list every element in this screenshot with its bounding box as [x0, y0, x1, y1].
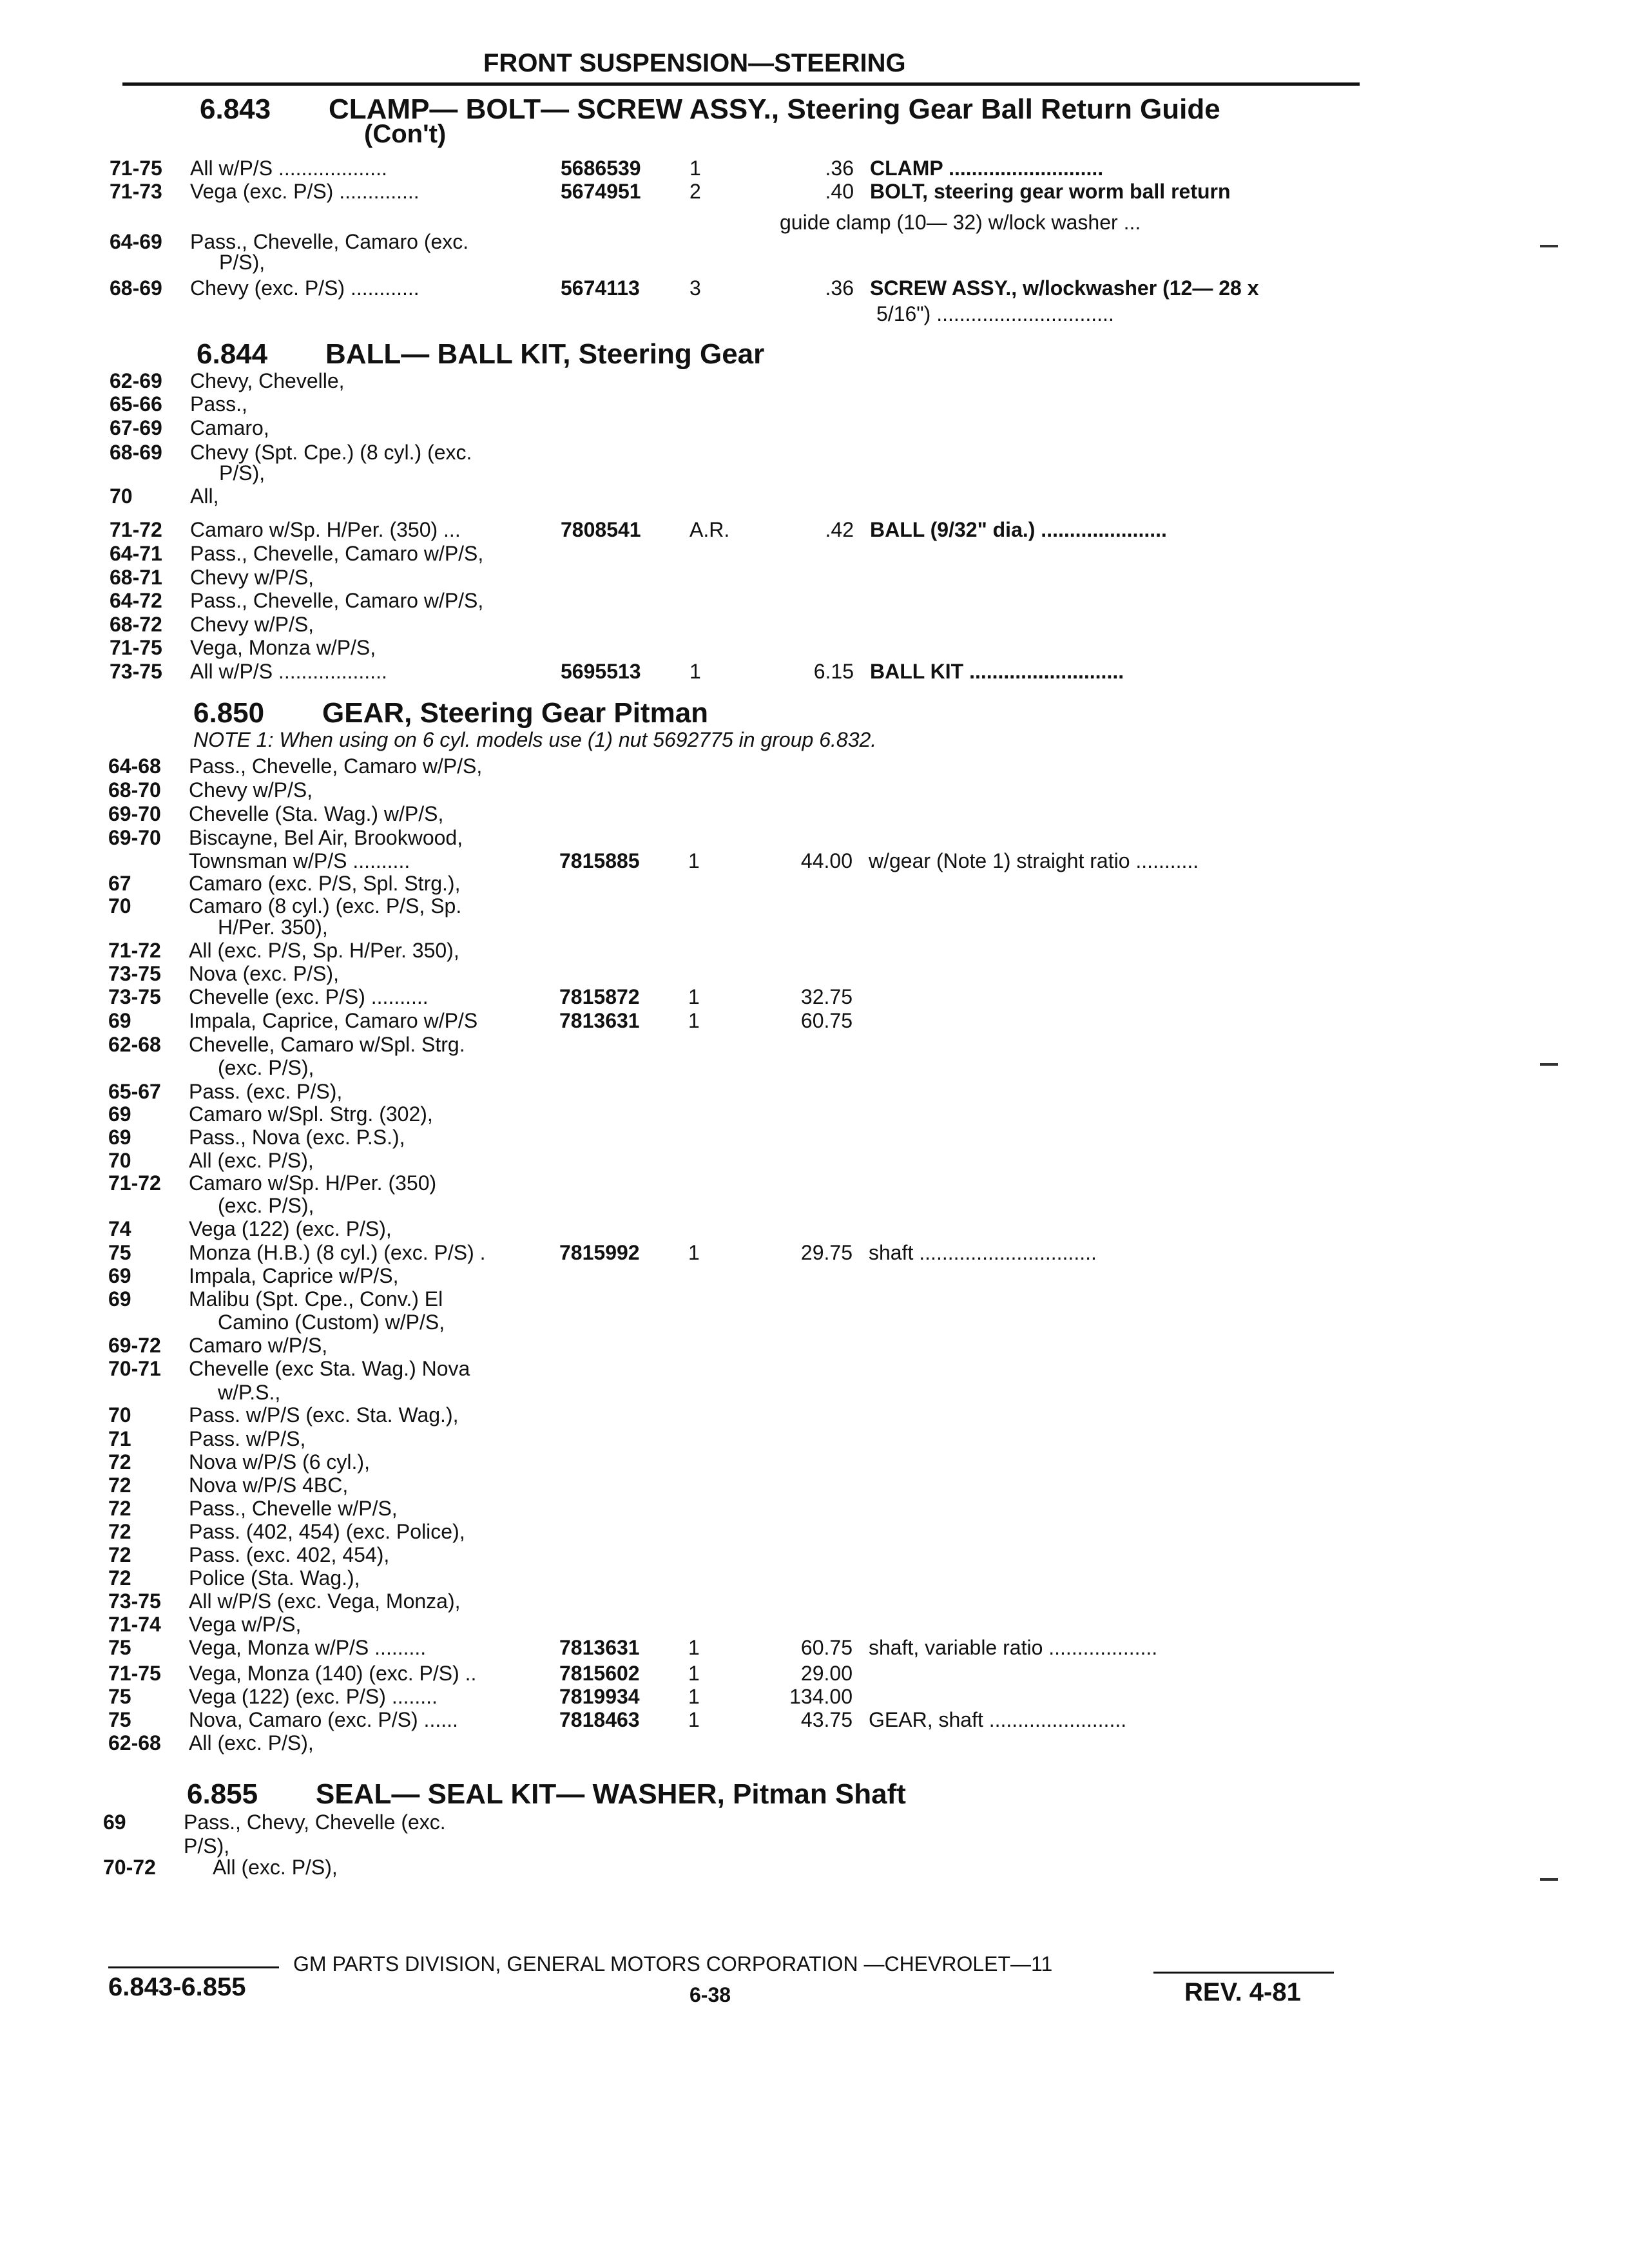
price: .40 — [825, 180, 854, 203]
table-row — [110, 541, 1373, 566]
model-text: H/Per. 350), — [218, 916, 328, 939]
year-range: 69 — [108, 1264, 131, 1287]
price: 60.75 — [800, 1009, 853, 1032]
year-range: 75 — [108, 1241, 131, 1264]
table-row — [108, 1055, 1371, 1080]
model-text: Camaro, — [190, 416, 269, 439]
price: 6.15 — [813, 660, 854, 683]
price: .36 — [825, 157, 854, 180]
model-text: All w/P/S (exc. Vega, Monza), — [189, 1590, 461, 1613]
year-range: 69 — [103, 1811, 126, 1834]
year-range: 74 — [108, 1217, 131, 1240]
section-number: 6.850 — [193, 697, 265, 729]
model-text: Camaro w/Sp. H/Per. (350) — [189, 1171, 437, 1195]
year-range: 67 — [108, 872, 131, 895]
part-number: 7818463 — [559, 1708, 640, 1731]
model-text: Chevelle (Sta. Wag.) w/P/S, — [189, 802, 444, 825]
section-6-855 — [187, 1778, 906, 1811]
table-row — [110, 565, 1373, 590]
table-row — [108, 1519, 1371, 1544]
section-title: BALL— BALL KIT, Steering Gear — [325, 338, 765, 370]
model-text: Monza (H.B.) (8 cyl.) (exc. P/S) . — [189, 1241, 486, 1264]
table-row — [110, 484, 1373, 508]
table-row — [108, 1566, 1371, 1590]
model-text: Vega, Monza w/P/S, — [190, 636, 376, 659]
quantity: 1 — [688, 1241, 700, 1264]
year-range: 71-72 — [108, 1171, 161, 1195]
year-range: 72 — [108, 1520, 131, 1543]
year-range: 68-72 — [110, 613, 162, 636]
model-text: Pass. w/P/S (exc. Sta. Wag.), — [189, 1403, 459, 1427]
model-text: Pass., Chevelle, Camaro w/P/S, — [189, 754, 483, 778]
year-range: 68-70 — [108, 778, 161, 802]
section-number: 6.844 — [197, 338, 268, 370]
part-number: 7808541 — [561, 518, 641, 541]
table-row — [108, 849, 1371, 873]
model-text: Pass., Chevelle, Camaro (exc. — [190, 230, 469, 253]
model-text: Camaro (exc. P/S, Spl. Strg.), — [189, 872, 461, 895]
table-row — [108, 1403, 1371, 1427]
year-range: 70-71 — [108, 1357, 161, 1380]
model-text: P/S), — [219, 251, 265, 274]
model-text: All, — [190, 485, 219, 508]
year-range: 75 — [108, 1708, 131, 1731]
footer-rev: REV. 4-81 — [1184, 1978, 1301, 2006]
model-text: Nova w/P/S 4BC, — [189, 1474, 349, 1497]
table-row — [110, 156, 1373, 180]
model-text: Vega w/P/S, — [189, 1613, 302, 1636]
table-row — [110, 612, 1373, 637]
section-title: GEAR, Steering Gear Pitman — [322, 697, 709, 729]
section-number: 6.855 — [187, 1778, 258, 1810]
year-range: 71-72 — [108, 939, 161, 962]
table-row — [108, 915, 1371, 939]
model-text: Pass., Chevelle, Camaro w/P/S, — [190, 589, 484, 612]
part-number: 5686539 — [561, 157, 641, 180]
year-range: 70 — [108, 894, 131, 918]
year-range: 71-74 — [108, 1613, 161, 1636]
year-range: 70 — [110, 485, 133, 508]
table-row — [110, 392, 1373, 416]
model-text: Pass., Chevelle w/P/S, — [189, 1497, 398, 1520]
table-row — [110, 276, 1373, 300]
model-text: Nova, Camaro (exc. P/S) ...... — [189, 1708, 458, 1731]
model-text: All (exc. P/S), — [189, 1731, 314, 1754]
table-row — [108, 1473, 1371, 1497]
quantity: 1 — [688, 1636, 700, 1659]
table-row — [108, 1079, 1371, 1104]
footer-range: 6.843-6.855 — [108, 1973, 246, 2001]
footer-rule-right — [1153, 1972, 1334, 1974]
part-number: 7813631 — [559, 1636, 640, 1659]
model-text: Nova (exc. P/S), — [189, 962, 339, 985]
model-text: Chevy w/P/S, — [189, 778, 313, 802]
section-6-843 — [200, 93, 1220, 126]
quantity: 1 — [689, 660, 701, 683]
table-row — [110, 659, 1373, 684]
table-row — [108, 1542, 1371, 1567]
price: 134.00 — [789, 1685, 853, 1708]
quantity: 1 — [688, 1009, 700, 1032]
price: 32.75 — [800, 985, 853, 1008]
year-range: 75 — [108, 1636, 131, 1659]
price: 44.00 — [800, 849, 853, 872]
year-range: 64-68 — [108, 754, 161, 778]
table-row — [108, 1427, 1371, 1451]
year-range: 69-70 — [108, 826, 161, 849]
price: 43.75 — [800, 1708, 853, 1731]
year-range: 71 — [108, 1427, 131, 1450]
table-row — [108, 985, 1371, 1009]
year-range: 71-75 — [110, 636, 162, 659]
model-text: Vega (exc. P/S) .............. — [190, 180, 419, 203]
part-number: 7815992 — [559, 1241, 640, 1264]
model-text: Vega (122) (exc. P/S), — [189, 1217, 392, 1240]
model-text: All (exc. P/S), — [213, 1856, 338, 1879]
description: guide clamp (10— 32) w/lock washer ... — [780, 211, 1141, 234]
table-row — [108, 1216, 1371, 1241]
table-row — [110, 635, 1373, 660]
model-text: Vega (122) (exc. P/S) ........ — [189, 1685, 438, 1708]
model-text: Chevy (Spt. Cpe.) (8 cyl.) (exc. — [190, 441, 472, 464]
table-row — [103, 1855, 1366, 1879]
table-row — [108, 1287, 1371, 1311]
table-row — [108, 1102, 1371, 1126]
footer-rule-left — [108, 1966, 279, 1968]
note-1: NOTE 1: When using on 6 cyl. models use (1) nut 5692775 in group 6.832. — [193, 728, 877, 751]
part-number: 7813631 — [559, 1009, 640, 1032]
year-range: 72 — [108, 1497, 131, 1520]
year-range: 72 — [108, 1543, 131, 1566]
year-range: 73-75 — [108, 985, 161, 1008]
year-range: 68-71 — [110, 566, 162, 589]
year-range: 69-72 — [108, 1334, 161, 1357]
model-text: (exc. P/S), — [218, 1056, 314, 1079]
margin-mark — [1540, 1878, 1558, 1881]
description: SCREW ASSY., w/lockwasher (12— 28 x — [870, 276, 1259, 300]
model-text: Pass., Nova (exc. P.S.), — [189, 1126, 405, 1149]
year-range: 69 — [108, 1287, 131, 1311]
model-text: Pass. (exc. 402, 454), — [189, 1543, 390, 1566]
year-range: 69-70 — [108, 802, 161, 825]
table-row — [108, 1193, 1371, 1218]
year-range: 72 — [108, 1474, 131, 1497]
model-text: Chevy (exc. P/S) ............ — [190, 276, 419, 300]
table-row — [108, 802, 1371, 826]
quantity: 3 — [689, 276, 701, 300]
year-range: 69 — [108, 1102, 131, 1126]
part-number: 7815885 — [559, 849, 640, 872]
model-text: Chevy, Chevelle, — [190, 369, 345, 392]
table-row — [108, 1148, 1371, 1173]
part-number: 5674113 — [561, 276, 640, 300]
year-range: 70 — [108, 1149, 131, 1172]
model-text: (exc. P/S), — [218, 1194, 314, 1217]
year-range: 73-75 — [110, 660, 162, 683]
model-text: Pass., Chevelle, Camaro w/P/S, — [190, 542, 484, 565]
model-text: Chevelle (exc. P/S) .......... — [189, 985, 429, 1008]
part-number: 5674951 — [561, 180, 641, 203]
price: 29.00 — [800, 1662, 853, 1685]
quantity: 1 — [689, 157, 701, 180]
table-row — [108, 1635, 1371, 1660]
year-range: 70 — [108, 1403, 131, 1427]
model-text: Nova w/P/S (6 cyl.), — [189, 1450, 370, 1474]
table-row — [108, 1612, 1371, 1637]
section-subtitle: (Con't) — [364, 120, 447, 148]
footer-page: 6-38 — [689, 1983, 731, 2006]
model-text: P/S), — [219, 461, 265, 485]
quantity: 1 — [688, 849, 700, 872]
model-text: P/S), — [184, 1834, 230, 1858]
table-row — [110, 517, 1373, 542]
footer-publisher: GM PARTS DIVISION, GENERAL MOTORS CORPORATION —CHEVROLET—11 — [293, 1952, 1053, 1975]
table-row — [108, 1333, 1371, 1358]
description: CLAMP ........................... — [870, 157, 1104, 180]
description: w/gear (Note 1) straight ratio ........... — [869, 849, 1199, 872]
model-text: Chevy w/P/S, — [190, 613, 314, 636]
quantity: 2 — [689, 180, 701, 203]
table-row — [108, 1496, 1371, 1521]
year-range: 71-75 — [110, 157, 162, 180]
description: BALL (9/32" dia.) ...................... — [870, 518, 1167, 541]
model-text: Chevelle (exc Sta. Wag.) Nova — [189, 1357, 470, 1380]
year-range: 64-71 — [110, 542, 162, 565]
year-range: 67-69 — [110, 416, 162, 439]
section-title: SEAL— SEAL KIT— WASHER, Pitman Shaft — [316, 1778, 906, 1810]
description: shaft ............................... — [869, 1241, 1097, 1264]
model-text: Vega, Monza w/P/S ......... — [189, 1636, 427, 1659]
year-range: 68-69 — [110, 276, 162, 300]
table-row — [108, 1380, 1371, 1405]
table-row — [108, 1008, 1371, 1033]
model-text: Vega, Monza (140) (exc. P/S) .. — [189, 1662, 477, 1685]
table-row — [108, 871, 1371, 896]
table-row — [108, 1589, 1371, 1613]
description: BALL KIT ........................... — [870, 660, 1124, 683]
model-text: Pass. w/P/S, — [189, 1427, 306, 1450]
model-text: Pass., Chevy, Chevelle (exc. — [184, 1811, 446, 1834]
year-range: 65-67 — [108, 1080, 161, 1103]
quantity: A.R. — [689, 518, 730, 541]
price: 29.75 — [800, 1241, 853, 1264]
model-text: Camino (Custom) w/P/S, — [218, 1311, 445, 1334]
year-range: 68-69 — [110, 441, 162, 464]
table-row — [110, 179, 1373, 204]
year-range: 71-73 — [110, 180, 162, 203]
header-rule — [122, 82, 1360, 86]
year-range: 71-75 — [108, 1662, 161, 1685]
table-row — [108, 1707, 1371, 1732]
table-row — [110, 302, 1373, 326]
table-row — [108, 1240, 1371, 1265]
year-range: 62-69 — [110, 369, 162, 392]
model-text: Camaro w/Sp. H/Per. (350) ... — [190, 518, 461, 541]
quantity: 1 — [688, 1662, 700, 1685]
table-row — [108, 825, 1371, 850]
year-range: 64-69 — [110, 230, 162, 253]
quantity: 1 — [688, 985, 700, 1008]
table-row — [108, 1661, 1371, 1686]
table-row — [108, 1125, 1371, 1149]
part-number: 5695513 — [561, 660, 641, 683]
table-row — [110, 369, 1373, 393]
section-title: CLAMP— BOLT— SCREW ASSY., Steering Gear Ball Return Guide — [329, 93, 1220, 125]
year-range: 64-72 — [110, 589, 162, 612]
model-text: Chevy w/P/S, — [190, 566, 314, 589]
table-row — [110, 461, 1373, 485]
table-row — [108, 1731, 1371, 1755]
model-text: w/P.S., — [218, 1381, 281, 1404]
table-row — [108, 1032, 1371, 1057]
quantity: 1 — [688, 1685, 700, 1708]
table-row — [110, 250, 1373, 274]
table-row — [108, 1684, 1371, 1709]
year-range: 72 — [108, 1566, 131, 1590]
table-row — [108, 1171, 1371, 1195]
part-number: 7819934 — [559, 1685, 640, 1708]
model-text: Impala, Caprice w/P/S, — [189, 1264, 399, 1287]
model-text: Impala, Caprice, Camaro w/P/S — [189, 1009, 478, 1032]
year-range: 65-66 — [110, 392, 162, 416]
table-row — [108, 1264, 1371, 1288]
table-row — [103, 1810, 1366, 1834]
year-range: 72 — [108, 1450, 131, 1474]
page-title: FRONT SUSPENSION—STEERING — [483, 49, 906, 77]
year-range: 69 — [108, 1009, 131, 1032]
model-text: All w/P/S ................... — [190, 157, 387, 180]
year-range: 71-72 — [110, 518, 162, 541]
model-text: All (exc. P/S, Sp. H/Per. 350), — [189, 939, 459, 962]
year-range: 62-68 — [108, 1731, 161, 1754]
quantity: 1 — [688, 1708, 700, 1731]
model-text: All (exc. P/S), — [189, 1149, 314, 1172]
model-text: All w/P/S ................... — [190, 660, 387, 683]
model-text: Camaro w/P/S, — [189, 1334, 328, 1357]
table-row — [108, 1310, 1371, 1334]
table-row — [110, 416, 1373, 440]
section-number: 6.843 — [200, 93, 271, 125]
table-row — [108, 961, 1371, 986]
model-text: Pass. (exc. P/S), — [189, 1080, 343, 1103]
model-text: Chevelle, Camaro w/Spl. Strg. — [189, 1033, 465, 1056]
margin-mark — [1540, 1063, 1558, 1066]
section-6-850 — [193, 697, 708, 729]
table-row — [108, 938, 1371, 963]
part-number: 7815872 — [559, 985, 640, 1008]
year-range: 73-75 — [108, 1590, 161, 1613]
description: 5/16") ............................... — [876, 302, 1114, 325]
table-row — [108, 778, 1371, 802]
price: 60.75 — [800, 1636, 853, 1659]
table-row — [108, 1356, 1371, 1381]
model-text: Police (Sta. Wag.), — [189, 1566, 360, 1590]
price: .36 — [825, 276, 854, 300]
model-text: Malibu (Spt. Cpe., Conv.) El — [189, 1287, 443, 1311]
model-text: Camaro w/Spl. Strg. (302), — [189, 1102, 433, 1126]
year-range: 73-75 — [108, 962, 161, 985]
section-6-844 — [197, 338, 764, 370]
part-number: 7815602 — [559, 1662, 640, 1685]
year-range: 62-68 — [108, 1033, 161, 1056]
description: GEAR, shaft ........................ — [869, 1708, 1127, 1731]
table-row — [110, 588, 1373, 613]
table-row — [108, 754, 1371, 778]
model-text: Camaro (8 cyl.) (exc. P/S, Sp. — [189, 894, 462, 918]
year-range: 69 — [108, 1126, 131, 1149]
model-text: Townsman w/P/S .......... — [189, 849, 410, 872]
model-text: Pass., — [190, 392, 247, 416]
margin-mark — [1540, 245, 1558, 247]
year-range: 75 — [108, 1685, 131, 1708]
table-row — [108, 1450, 1371, 1474]
description: shaft, variable ratio ................... — [869, 1636, 1158, 1659]
description: BOLT, steering gear worm ball return — [870, 180, 1231, 203]
model-text: Pass. (402, 454) (exc. Police), — [189, 1520, 465, 1543]
year-range: 70-72 — [103, 1856, 156, 1879]
model-text: Biscayne, Bel Air, Brookwood, — [189, 826, 463, 849]
price: .42 — [825, 518, 854, 541]
